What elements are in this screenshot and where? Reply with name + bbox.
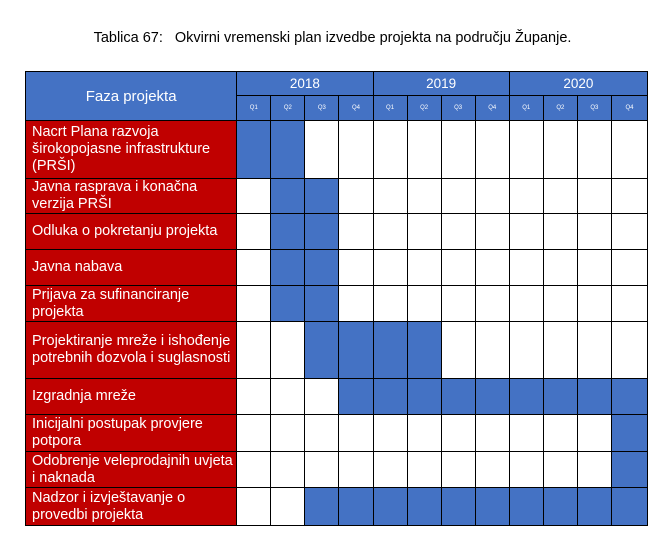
quarter-header: Q3 [305, 96, 339, 121]
gantt-cell [577, 214, 611, 250]
gantt-cell [237, 250, 271, 286]
gantt-cell-active [475, 488, 509, 526]
gantt-cell [509, 286, 543, 322]
gantt-cell [577, 179, 611, 214]
gantt-cell-active [611, 452, 647, 488]
gantt-cell-active [407, 488, 441, 526]
gantt-cell [237, 214, 271, 250]
gantt-cell [577, 121, 611, 179]
gantt-cell [543, 214, 577, 250]
gantt-cell-active [373, 379, 407, 415]
gantt-cell [577, 415, 611, 452]
gantt-cell [543, 415, 577, 452]
gantt-cell [611, 121, 647, 179]
year-header: 2020 [509, 72, 647, 96]
gantt-cell [475, 286, 509, 322]
gantt-cell [271, 322, 305, 379]
gantt-cell-active [407, 322, 441, 379]
gantt-cell-active [339, 379, 373, 415]
gantt-cell [475, 214, 509, 250]
gantt-cell [271, 415, 305, 452]
gantt-cell-active [271, 121, 305, 179]
table-row [26, 286, 648, 322]
gantt-cell-active [611, 488, 647, 526]
gantt-cell-active [543, 488, 577, 526]
gantt-cell [237, 286, 271, 322]
gantt-cell [475, 250, 509, 286]
gantt-cell-active [543, 379, 577, 415]
gantt-cell [441, 286, 475, 322]
gantt-cell [509, 179, 543, 214]
gantt-cell [407, 286, 441, 322]
table-row [26, 488, 648, 526]
gantt-cell [407, 121, 441, 179]
gantt-cell-active [509, 379, 543, 415]
gantt-cell [509, 121, 543, 179]
gantt-cell-active [407, 379, 441, 415]
gantt-cell [237, 415, 271, 452]
gantt-cell-active [271, 179, 305, 214]
gantt-cell [543, 121, 577, 179]
caption-number: Tablica 67: [93, 30, 163, 46]
gantt-cell [373, 452, 407, 488]
phase-label: Javna nabava [26, 250, 237, 286]
gantt-cell [237, 488, 271, 526]
gantt-cell [441, 121, 475, 179]
gantt-cell [475, 179, 509, 214]
quarter-header: Q2 [407, 96, 441, 121]
gantt-cell [543, 452, 577, 488]
gantt-cell [373, 250, 407, 286]
gantt-cell [543, 286, 577, 322]
caption-text: Okvirni vremenski plan izvedbe projekta na području Županje. [174, 30, 572, 46]
gantt-cell-active [305, 250, 339, 286]
quarter-header: Q3 [441, 96, 475, 121]
phase-label: Odluka o pokretanju projekta [26, 214, 237, 250]
gantt-cell [577, 452, 611, 488]
gantt-cell [373, 286, 407, 322]
gantt-cell [339, 250, 373, 286]
gantt-cell [407, 452, 441, 488]
gantt-cell [339, 452, 373, 488]
quarter-header: Q1 [237, 96, 271, 121]
gantt-cell [305, 415, 339, 452]
gantt-cell [407, 214, 441, 250]
gantt-cell [475, 415, 509, 452]
phase-label: Javna rasprava i konačna verzija PRŠI [26, 179, 237, 214]
gantt-cell [611, 286, 647, 322]
phase-label: Odobrenje veleprodajnih uvjeta i naknada [26, 452, 237, 488]
gantt-cell [611, 179, 647, 214]
gantt-cell [237, 322, 271, 379]
table-row [26, 121, 648, 179]
gantt-cell-active [305, 286, 339, 322]
gantt-cell [339, 286, 373, 322]
gantt-cell [271, 452, 305, 488]
gantt-cell [237, 452, 271, 488]
gantt-cell [237, 179, 271, 214]
table-row [26, 179, 648, 214]
gantt-cell [339, 214, 373, 250]
gantt-cell [509, 452, 543, 488]
gantt-cell-active [305, 322, 339, 379]
quarter-header: Q2 [543, 96, 577, 121]
gantt-cell [441, 214, 475, 250]
table-row [26, 250, 648, 286]
gantt-cell-active [271, 214, 305, 250]
gantt-cell [509, 250, 543, 286]
table-row [26, 214, 648, 250]
gantt-cell-active [611, 379, 647, 415]
gantt-cell [237, 379, 271, 415]
gantt-cell-active [305, 179, 339, 214]
gantt-cell-active [339, 488, 373, 526]
gantt-cell [577, 322, 611, 379]
gantt-cell-active [441, 488, 475, 526]
gantt-cell [611, 250, 647, 286]
gantt-cell [441, 322, 475, 379]
gantt-cell-active [271, 286, 305, 322]
gantt-cell-active [611, 415, 647, 452]
phase-label: Projektiranje mreže i ishođenje potrebnih dozvola i suglasnosti [26, 322, 237, 379]
gantt-cell [441, 250, 475, 286]
gantt-cell-active [373, 322, 407, 379]
gantt-cell-active [475, 379, 509, 415]
table-row [26, 452, 648, 488]
quarter-header: Q1 [509, 96, 543, 121]
gantt-cell [373, 179, 407, 214]
phase-label: Inicijalni postupak provjere potpora [26, 415, 237, 452]
gantt-cell [475, 121, 509, 179]
quarter-header: Q3 [577, 96, 611, 121]
gantt-cell [543, 179, 577, 214]
gantt-cell [509, 214, 543, 250]
gantt-cell-active [305, 214, 339, 250]
gantt-cell [407, 179, 441, 214]
gantt-cell [577, 250, 611, 286]
gantt-cell [373, 121, 407, 179]
gantt-cell [305, 452, 339, 488]
table-row [26, 415, 648, 452]
phase-column-header: Faza projekta [26, 72, 237, 121]
gantt-cell [271, 379, 305, 415]
year-header: 2018 [237, 72, 373, 96]
gantt-cell [373, 415, 407, 452]
phase-label: Nadzor i izvještavanje o provedbi projekta [26, 488, 237, 526]
phase-label: Prijava za sufinanciranje projekta [26, 286, 237, 322]
gantt-cell [339, 179, 373, 214]
gantt-cell-active [441, 379, 475, 415]
gantt-cell [339, 121, 373, 179]
gantt-cell-active [509, 488, 543, 526]
gantt-cell [509, 415, 543, 452]
phase-label: Nacrt Plana razvoja širokopojasne infrastrukture (PRŠI) [26, 121, 237, 179]
gantt-cell [475, 322, 509, 379]
phase-label: Izgradnja mreže [26, 379, 237, 415]
gantt-cell [611, 322, 647, 379]
gantt-cell-active [339, 322, 373, 379]
gantt-cell [475, 452, 509, 488]
gantt-cell [305, 121, 339, 179]
schedule-body [26, 121, 648, 526]
gantt-cell [441, 179, 475, 214]
gantt-cell-active [271, 250, 305, 286]
gantt-cell [339, 415, 373, 452]
gantt-cell [577, 286, 611, 322]
gantt-cell [441, 415, 475, 452]
table-row [26, 379, 648, 415]
quarter-header: Q4 [611, 96, 647, 121]
gantt-cell [543, 322, 577, 379]
schedule-table [25, 71, 648, 526]
quarter-header: Q2 [271, 96, 305, 121]
gantt-cell [543, 250, 577, 286]
gantt-cell [611, 214, 647, 250]
gantt-cell-active [577, 379, 611, 415]
gantt-cell-active [237, 121, 271, 179]
gantt-cell [441, 452, 475, 488]
gantt-cell [509, 322, 543, 379]
gantt-cell [407, 415, 441, 452]
table-row [26, 322, 648, 379]
quarter-header: Q1 [373, 96, 407, 121]
quarter-header: Q4 [339, 96, 373, 121]
quarter-header: Q4 [475, 96, 509, 121]
gantt-cell [271, 488, 305, 526]
gantt-cell [407, 250, 441, 286]
gantt-cell [373, 214, 407, 250]
gantt-cell [305, 379, 339, 415]
gantt-cell-active [373, 488, 407, 526]
year-header: 2019 [373, 72, 509, 96]
table-caption [0, 30, 665, 46]
gantt-cell-active [305, 488, 339, 526]
gantt-cell-active [577, 488, 611, 526]
